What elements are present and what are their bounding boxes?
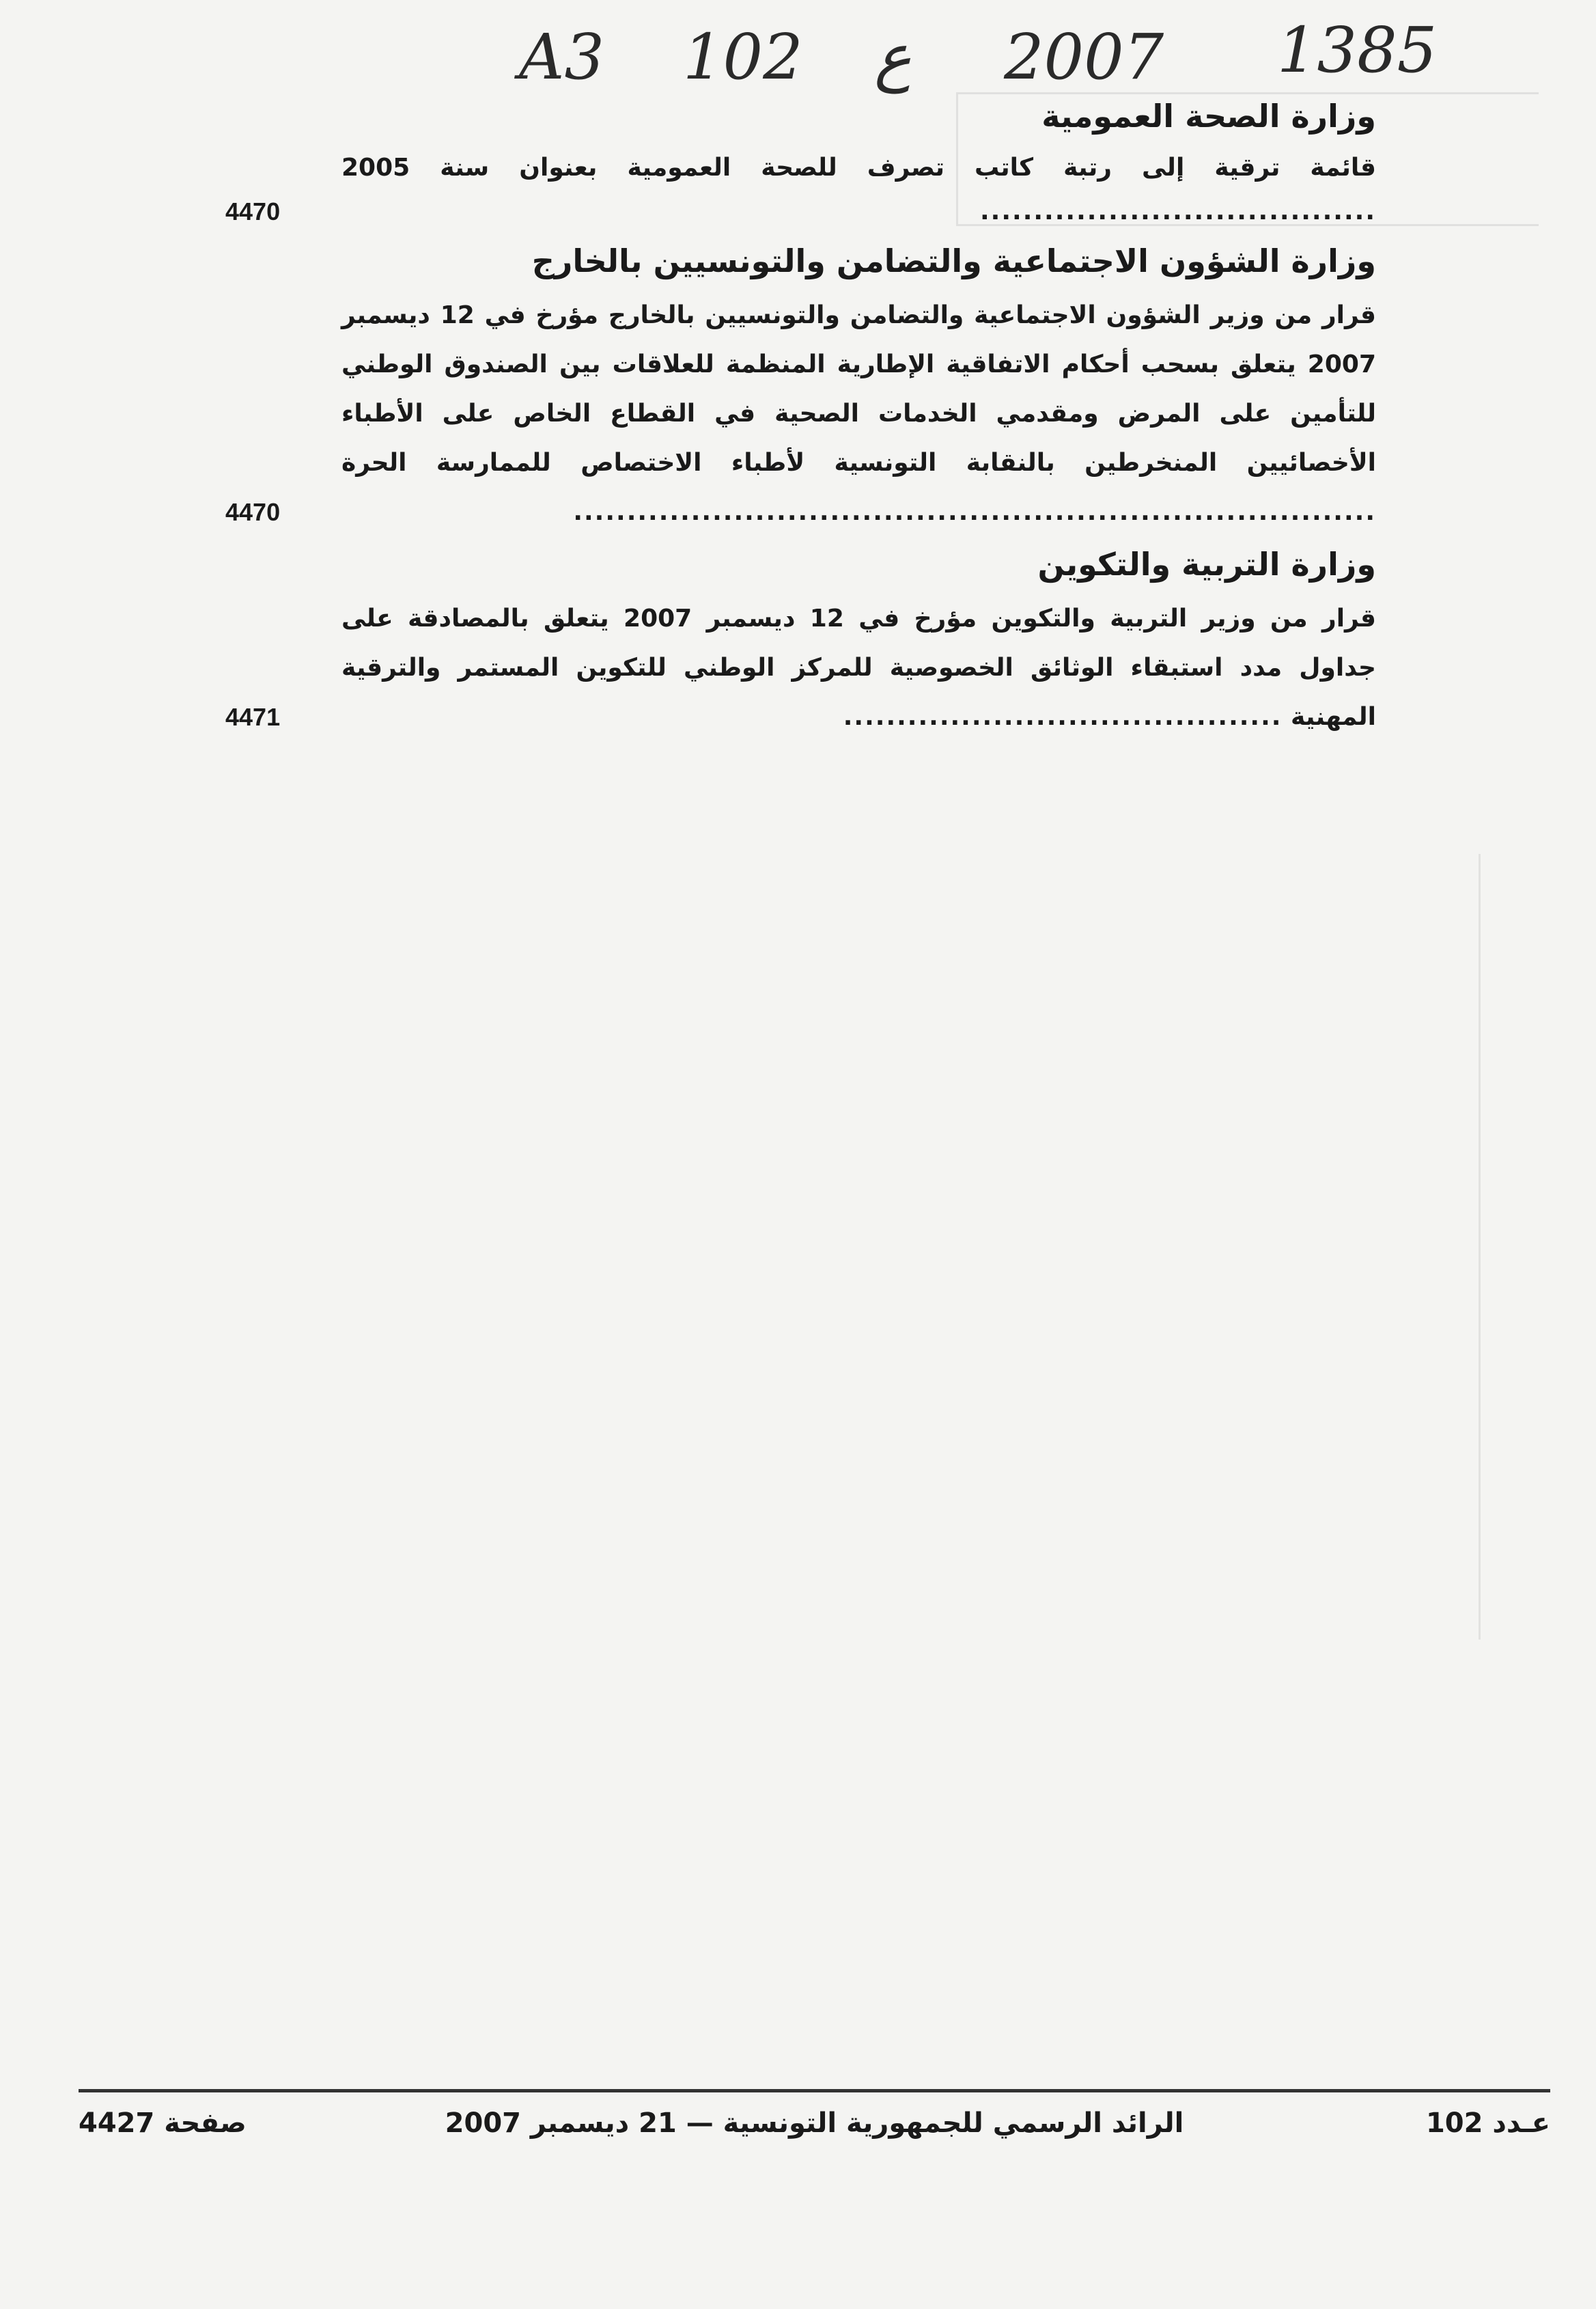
toc-section-social-affairs [225, 240, 1376, 537]
entry-title: قائمة ترقية إلى رتبة كاتب تصرف للصحة العمومية بعنوان سنة 2005 [341, 154, 1376, 182]
handwritten-part: 102 [683, 20, 803, 94]
footer-divider [79, 2089, 1550, 2092]
ministry-heading: وزارة الصحة العمومية [1041, 98, 1376, 135]
handwritten-part: ع [874, 20, 912, 94]
toc-entry [225, 146, 1376, 234]
handwritten-part: A3 [519, 20, 604, 94]
bleed-through-line [1479, 854, 1481, 1640]
handwritten-annotation [519, 14, 1489, 96]
entry-title: قرار من وزير التربية والتكوين مؤرخ في 12 ديسمبر 2007 يتعلق بالمصادقة على جداول مدد استبقاء الوثائق الخصوصية للمركز الوطني للتكوين المستمر والترقية المهنية [341, 605, 1377, 731]
table-of-contents [225, 96, 1376, 749]
entry-text [341, 291, 1376, 537]
ministry-heading: وزارة الشؤون الاجتماعية والتضامن والتونسيين بالخارج [531, 243, 1376, 279]
page-number-footer: صفحة 4427 [79, 2107, 247, 2139]
toc-section-health [225, 96, 1376, 234]
entry-title: قرار من وزير الشؤون الاجتماعية والتضامن والتونسيين بالخارج مؤرخ في 12 ديسمبر 2007 يتعلق بسحب أحكام الاتفاقية الإطارية المنظمة للعلاقات بين الصندوق الوطني للتأمين على المرض ومقدمي الخدمات الصحية في القطاع الخاص على الأطباء الأخصائيين المنخرطين بالنقابة التونسية لأطباء الاختصاص للممارسة الحرة [341, 301, 1376, 477]
handwritten-part: 1385 [1277, 14, 1438, 87]
page-number: 4470 [225, 498, 281, 526]
entry-text [341, 146, 1376, 234]
toc-entry [225, 594, 1376, 742]
dot-leader: ......................................... [843, 703, 1283, 731]
page-number: 4471 [225, 703, 281, 731]
gazette-title-date: الرائد الرسمي للجمهورية التونسية — 21 ديسمبر 2007 [445, 2107, 1184, 2139]
page-footer [79, 2107, 1550, 2155]
entry-text [341, 594, 1376, 742]
dot-leader: ........................................................................... [573, 498, 1376, 526]
page-number: 4470 [225, 197, 281, 225]
dot-leader: ..................................... [979, 197, 1376, 225]
handwritten-part: 2007 [1004, 20, 1164, 94]
toc-section-education [225, 544, 1376, 742]
issue-number: عـدد 102 [1425, 2107, 1550, 2139]
toc-entry [225, 291, 1376, 537]
ministry-heading: وزارة التربية والتكوين [1037, 546, 1376, 583]
